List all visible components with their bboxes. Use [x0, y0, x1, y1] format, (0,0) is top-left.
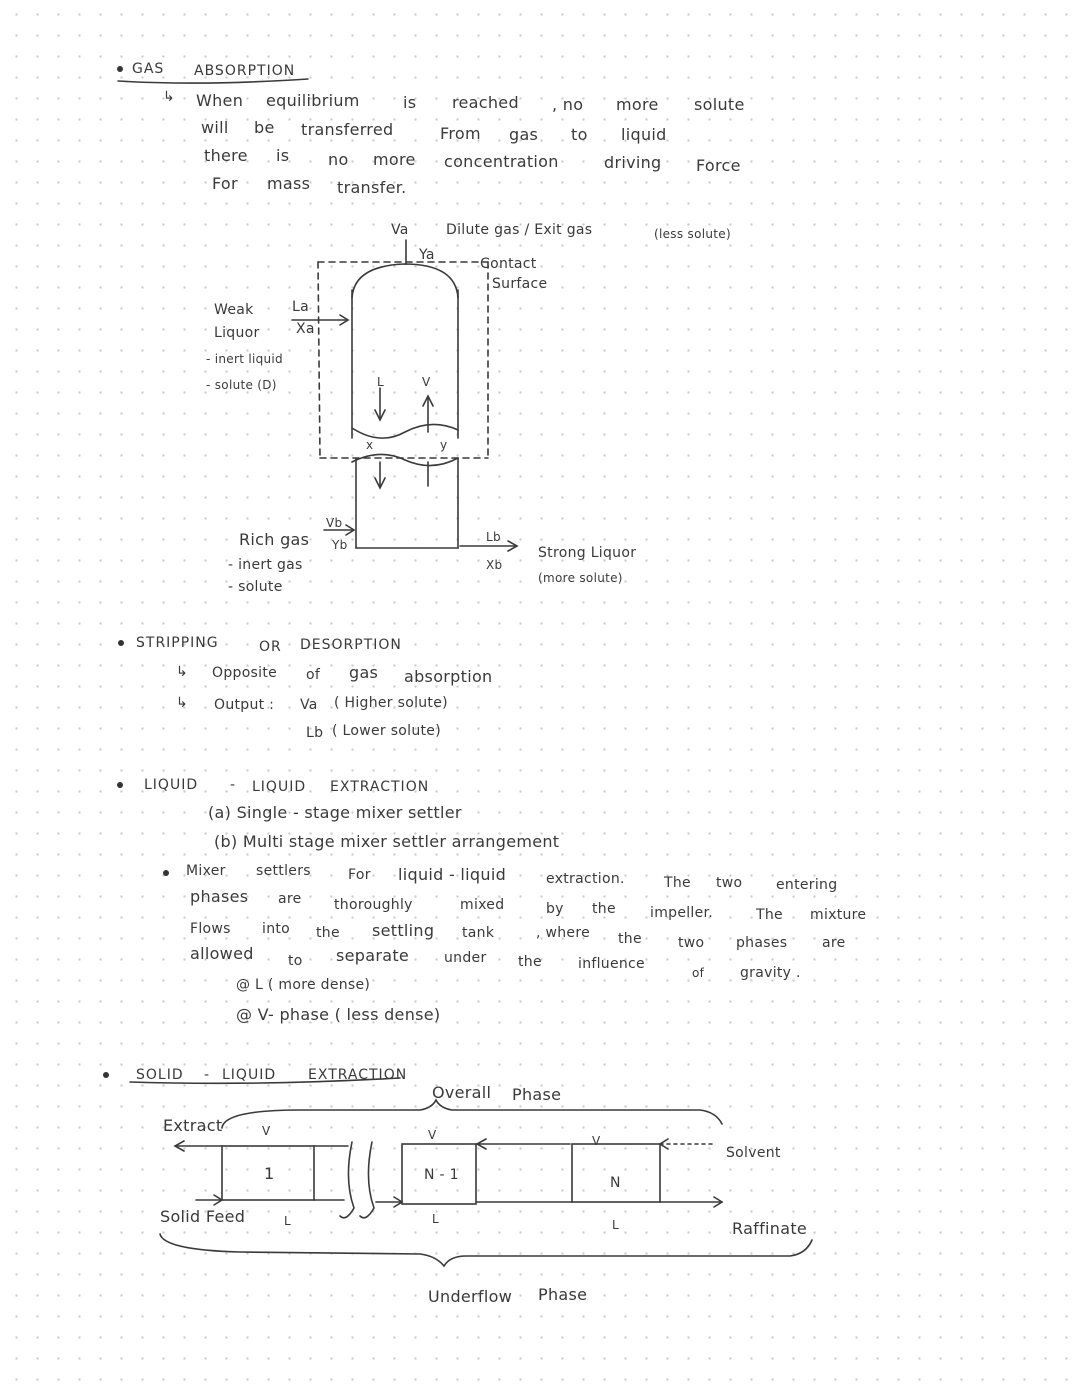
heading-liquid: LIQUID: [222, 1067, 277, 1083]
label-weak: Weak: [214, 302, 254, 318]
text-word: be: [254, 118, 275, 137]
label-phase: Phase: [512, 1085, 562, 1104]
text-word: Force: [696, 156, 741, 175]
list-item-multi-stage: (b) Multi stage mixer settler arrangement: [214, 832, 560, 851]
label-inert-liquid: - inert liquid: [206, 352, 283, 366]
text-word: The: [756, 907, 783, 923]
text-word: mixed: [460, 897, 505, 913]
text-word: concentration: [444, 152, 559, 171]
label-l: L: [377, 375, 384, 389]
text-word: into: [262, 921, 291, 937]
label-solute: - solute: [228, 579, 283, 595]
text-word: the: [592, 901, 616, 917]
label-underflow: Underflow: [428, 1287, 513, 1306]
label-more-solute: (more solute): [538, 571, 623, 585]
text-word: impeller.: [650, 905, 714, 921]
text-word: to: [571, 125, 588, 144]
stage-box-n: [572, 1144, 660, 1202]
label-less-solute: (less solute): [654, 227, 731, 241]
heading-extraction: EXTRACTION: [308, 1067, 408, 1083]
text-word: separate: [336, 946, 410, 965]
text-word: reached: [452, 93, 519, 112]
text-word: two: [678, 935, 705, 951]
text-word: tank: [462, 925, 495, 941]
stage-label-1: 1: [264, 1164, 275, 1183]
text-word: phases: [190, 887, 249, 906]
text-word: , no: [552, 95, 584, 114]
label-liquor: Liquor: [214, 325, 260, 341]
text-word: For: [348, 867, 371, 883]
text-word: is: [276, 146, 290, 165]
label-y: y: [440, 438, 448, 452]
text-word: under: [444, 950, 487, 966]
overflow-brace: [222, 1100, 722, 1128]
text-word: is: [403, 93, 417, 112]
text-word: thoroughly: [334, 897, 413, 913]
text-opposite: Opposite: [212, 665, 278, 681]
label-contact: Contact: [480, 256, 537, 272]
label-inert-gas: - inert gas: [228, 557, 303, 573]
heading-extraction: EXTRACTION: [330, 779, 430, 795]
text-word: by: [546, 901, 564, 917]
label-strong-liquor: Strong Liquor: [538, 545, 637, 561]
arrow-marker: ↳: [176, 664, 189, 680]
label-lb: Lb: [486, 530, 501, 544]
heading-liquid-2: LIQUID: [252, 779, 307, 795]
text-absorption: absorption: [404, 667, 493, 686]
text-word: settlers: [256, 863, 311, 879]
heading-or: OR: [259, 639, 282, 655]
label-v: V: [592, 1134, 601, 1148]
label-v: V: [428, 1128, 437, 1142]
label-solid-feed: Solid Feed: [160, 1207, 246, 1226]
stage-label-n-1: N - 1: [424, 1167, 459, 1183]
label-overall: Overall: [432, 1083, 492, 1102]
label-underflow-phase: Phase: [538, 1285, 588, 1304]
heading-stripping: STRIPPING: [136, 635, 219, 651]
text-word: , where: [536, 925, 590, 941]
label-ya: Ya: [419, 247, 435, 263]
label-x: x: [366, 438, 374, 452]
text-word: are: [822, 935, 846, 951]
text-word: there: [204, 146, 248, 165]
arrow-marker: ↳: [176, 695, 189, 711]
label-l: L: [612, 1218, 619, 1232]
text-word: the: [316, 925, 340, 941]
note-v-phase: @ V- phase ( less dense): [236, 1005, 441, 1024]
text-lb: Lb: [306, 725, 324, 741]
text-word: equilibrium: [266, 91, 360, 110]
heading-solid: SOLID: [136, 1067, 184, 1083]
heading-underline: [130, 1078, 400, 1083]
text-higher-solute: ( Higher solute): [334, 695, 448, 711]
text-word: more: [373, 150, 416, 169]
text-word: liquid: [621, 125, 667, 144]
text-word: mixture: [810, 907, 867, 923]
heading-desorption: DESORPTION: [300, 637, 402, 653]
text-word: liquid - liquid: [398, 865, 507, 884]
text-word: to: [288, 953, 303, 969]
label-raffinate: Raffinate: [732, 1219, 808, 1238]
break-mark: [360, 1142, 374, 1218]
text-word: gas: [509, 125, 539, 144]
text-gas: gas: [349, 663, 379, 682]
text-word: mass: [267, 174, 311, 193]
label-vb: Vb: [326, 516, 343, 530]
break-mark: [340, 1142, 354, 1218]
text-word: are: [278, 891, 302, 907]
text-word: influence: [578, 956, 645, 972]
text-word: of: [692, 966, 705, 980]
stage-label-n: N: [610, 1175, 621, 1191]
label-la: La: [292, 299, 309, 315]
text-word: the: [518, 954, 542, 970]
text-word: phases: [736, 935, 788, 951]
list-item-single-stage: (a) Single - stage mixer settler: [208, 803, 462, 822]
text-word: will: [201, 118, 229, 137]
text-word: gravity .: [740, 965, 801, 981]
label-solute-d: - solute (D): [206, 378, 277, 392]
label-l: L: [284, 1214, 291, 1228]
text-word: From: [440, 124, 481, 143]
text-word: two: [716, 875, 743, 891]
text-word: Flows: [190, 921, 231, 937]
text-word: transferred: [301, 120, 394, 139]
text-word: For: [212, 174, 238, 193]
heading-dash: -: [230, 777, 237, 793]
label-va: Va: [391, 222, 409, 238]
text-va: Va: [300, 697, 318, 713]
note-l-phase: @ L ( more dense): [236, 977, 371, 993]
label-v: V: [422, 375, 431, 389]
text-word: extraction.: [546, 871, 625, 887]
text-word: When: [196, 91, 244, 110]
text-word: transfer.: [337, 178, 407, 197]
label-l: L: [432, 1212, 439, 1226]
heading-dash: -: [204, 1067, 211, 1083]
label-xa: Xa: [296, 321, 315, 337]
label-surface: Surface: [492, 276, 548, 292]
text-of: of: [306, 667, 321, 683]
heading-absorption: ABSORPTION: [194, 63, 296, 79]
label-yb: Yb: [332, 538, 348, 552]
text-lower-solute: ( Lower solute): [332, 723, 441, 739]
text-word: allowed: [190, 944, 254, 963]
label-dilute-gas: Dilute gas / Exit gas: [446, 222, 593, 238]
text-output: Output :: [214, 697, 275, 713]
label-solvent: Solvent: [726, 1145, 781, 1161]
label-rich-gas: Rich gas: [239, 530, 310, 549]
label-xb: Xb: [486, 558, 503, 572]
text-word: settling: [372, 921, 435, 940]
arrow-marker: ↳: [163, 89, 176, 105]
text-word: entering: [776, 877, 838, 893]
text-word: driving: [604, 153, 662, 172]
label-extract: Extract: [163, 1116, 223, 1135]
text-word: more: [616, 95, 659, 114]
text-word: Mixer: [186, 863, 226, 879]
text-word: the: [618, 931, 642, 947]
label-v: V: [262, 1124, 271, 1138]
heading-liquid: LIQUID: [144, 777, 199, 793]
text-word: The: [664, 875, 691, 891]
heading-gas: GAS: [132, 61, 165, 77]
underflow-brace: [160, 1234, 812, 1266]
text-word: solute: [694, 95, 745, 114]
text-word: no: [328, 150, 349, 169]
